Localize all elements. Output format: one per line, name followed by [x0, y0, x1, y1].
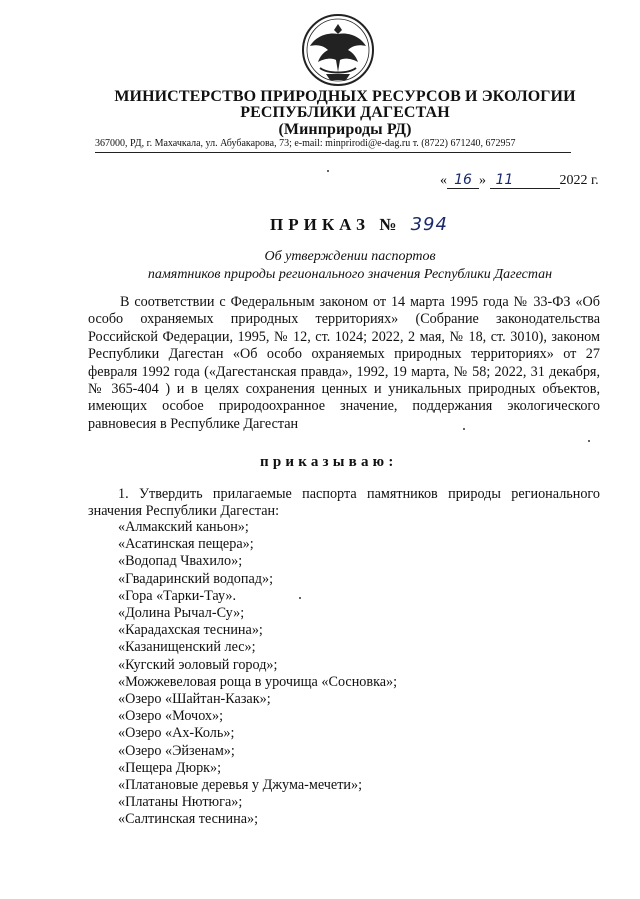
list-item: «Пещера Дюрк»;	[118, 759, 222, 776]
item-1-text: 1. Утвердить прилагаемые паспорта памятников природы регионального значения Республики Дагестан:	[88, 486, 600, 519]
order-title: ПРИКАЗ №	[270, 215, 402, 234]
list-item: «Можжевеловая роща в урочища «Сосновка»;	[118, 673, 398, 690]
date-open-quote: «	[440, 173, 447, 188]
order-date	[440, 172, 610, 189]
list-item: «Платаны Нютюга»;	[118, 794, 243, 811]
date-year: 2022 г.	[559, 173, 599, 188]
list-item: «Салтинская теснина»;	[118, 811, 259, 828]
list-item: «Казанищенский лес»;	[118, 639, 256, 656]
scan-speck	[463, 428, 465, 430]
contact-details: 367000, РД, г. Махачкала, ул. Абубакарова, 73; e-mail: minprirodi@e-dag.ru т. (8722) 671240, 672957	[95, 138, 516, 149]
date-day: 16	[447, 172, 479, 189]
order-number: 394	[410, 214, 448, 235]
list-item: «Долина Рычал-Су»;	[118, 605, 245, 622]
list-item: «Алмакский каньон»;	[118, 519, 249, 535]
decree-word: приказываю:	[260, 454, 398, 470]
ministry-name-line2: РЕСПУБЛИКИ ДАГЕСТАН	[240, 104, 450, 121]
list-item: «Карадахская теснина»;	[118, 622, 263, 639]
list-item: «Кугский эоловый город»;	[118, 656, 278, 673]
list-item: «Озеро «Эйзенам»;	[118, 742, 235, 759]
scan-speck	[299, 597, 301, 599]
list-item: «Озеро «Мочох»;	[118, 708, 224, 725]
list-item: «Платановые деревья у Джума-мечети»;	[118, 777, 363, 794]
monuments-list	[118, 519, 397, 829]
preamble-paragraph	[88, 294, 600, 433]
list-item: «Водопад Чвахило»;	[118, 553, 243, 570]
date-close-quote: »	[479, 173, 486, 188]
coat-of-arms-emblem	[298, 10, 378, 88]
scan-speck	[327, 170, 329, 172]
order-heading	[270, 214, 570, 235]
order-subject-line1: Об утверждении паспортов	[264, 249, 436, 264]
list-item: «Гора «Тарки-Тау».	[118, 587, 237, 604]
scan-speck	[588, 440, 590, 442]
order-subject-line2: памятников природы регионального значения Республики Дагестан	[147, 267, 553, 282]
list-item: «Озеро «Ах-Коль»;	[118, 725, 235, 742]
preamble-text: В соответствии с Федеральным законом от 14 марта 1995 года № 33-ФЗ «Об особо охраняемых природных территориях» (Собрание законодательства Российской Федерации, 1995, № 12, ст. 1024; 2022, 2 мая, № 18, ст. 3010), законом Республики Дагестан «Об особо охраняемых природных территориях» от 27 февраля 1992 года («Дагестанская правда», 1992, 19 марта, № 58; 2022, 31 декабря, № 365-404 ) и в целях сохранения ценных и уникальных природных объектов, имеющих особое природоохранное значение, поддержания экологического равновесия в Республике Дагестан	[88, 294, 600, 432]
list-item: «Асатинская пещера»;	[118, 536, 254, 553]
ministry-short-name: (Минприроды РД)	[278, 121, 412, 138]
list-item: «Озеро «Шайтан-Казак»;	[118, 691, 271, 708]
ministry-name-line1: МИНИСТЕРСТВО ПРИРОДНЫХ РЕСУРСОВ И ЭКОЛОГИИ	[114, 88, 576, 105]
list-item: «Гвадаринский водопад»;	[118, 570, 274, 587]
date-month: 11	[490, 172, 560, 189]
header-divider	[95, 152, 571, 153]
